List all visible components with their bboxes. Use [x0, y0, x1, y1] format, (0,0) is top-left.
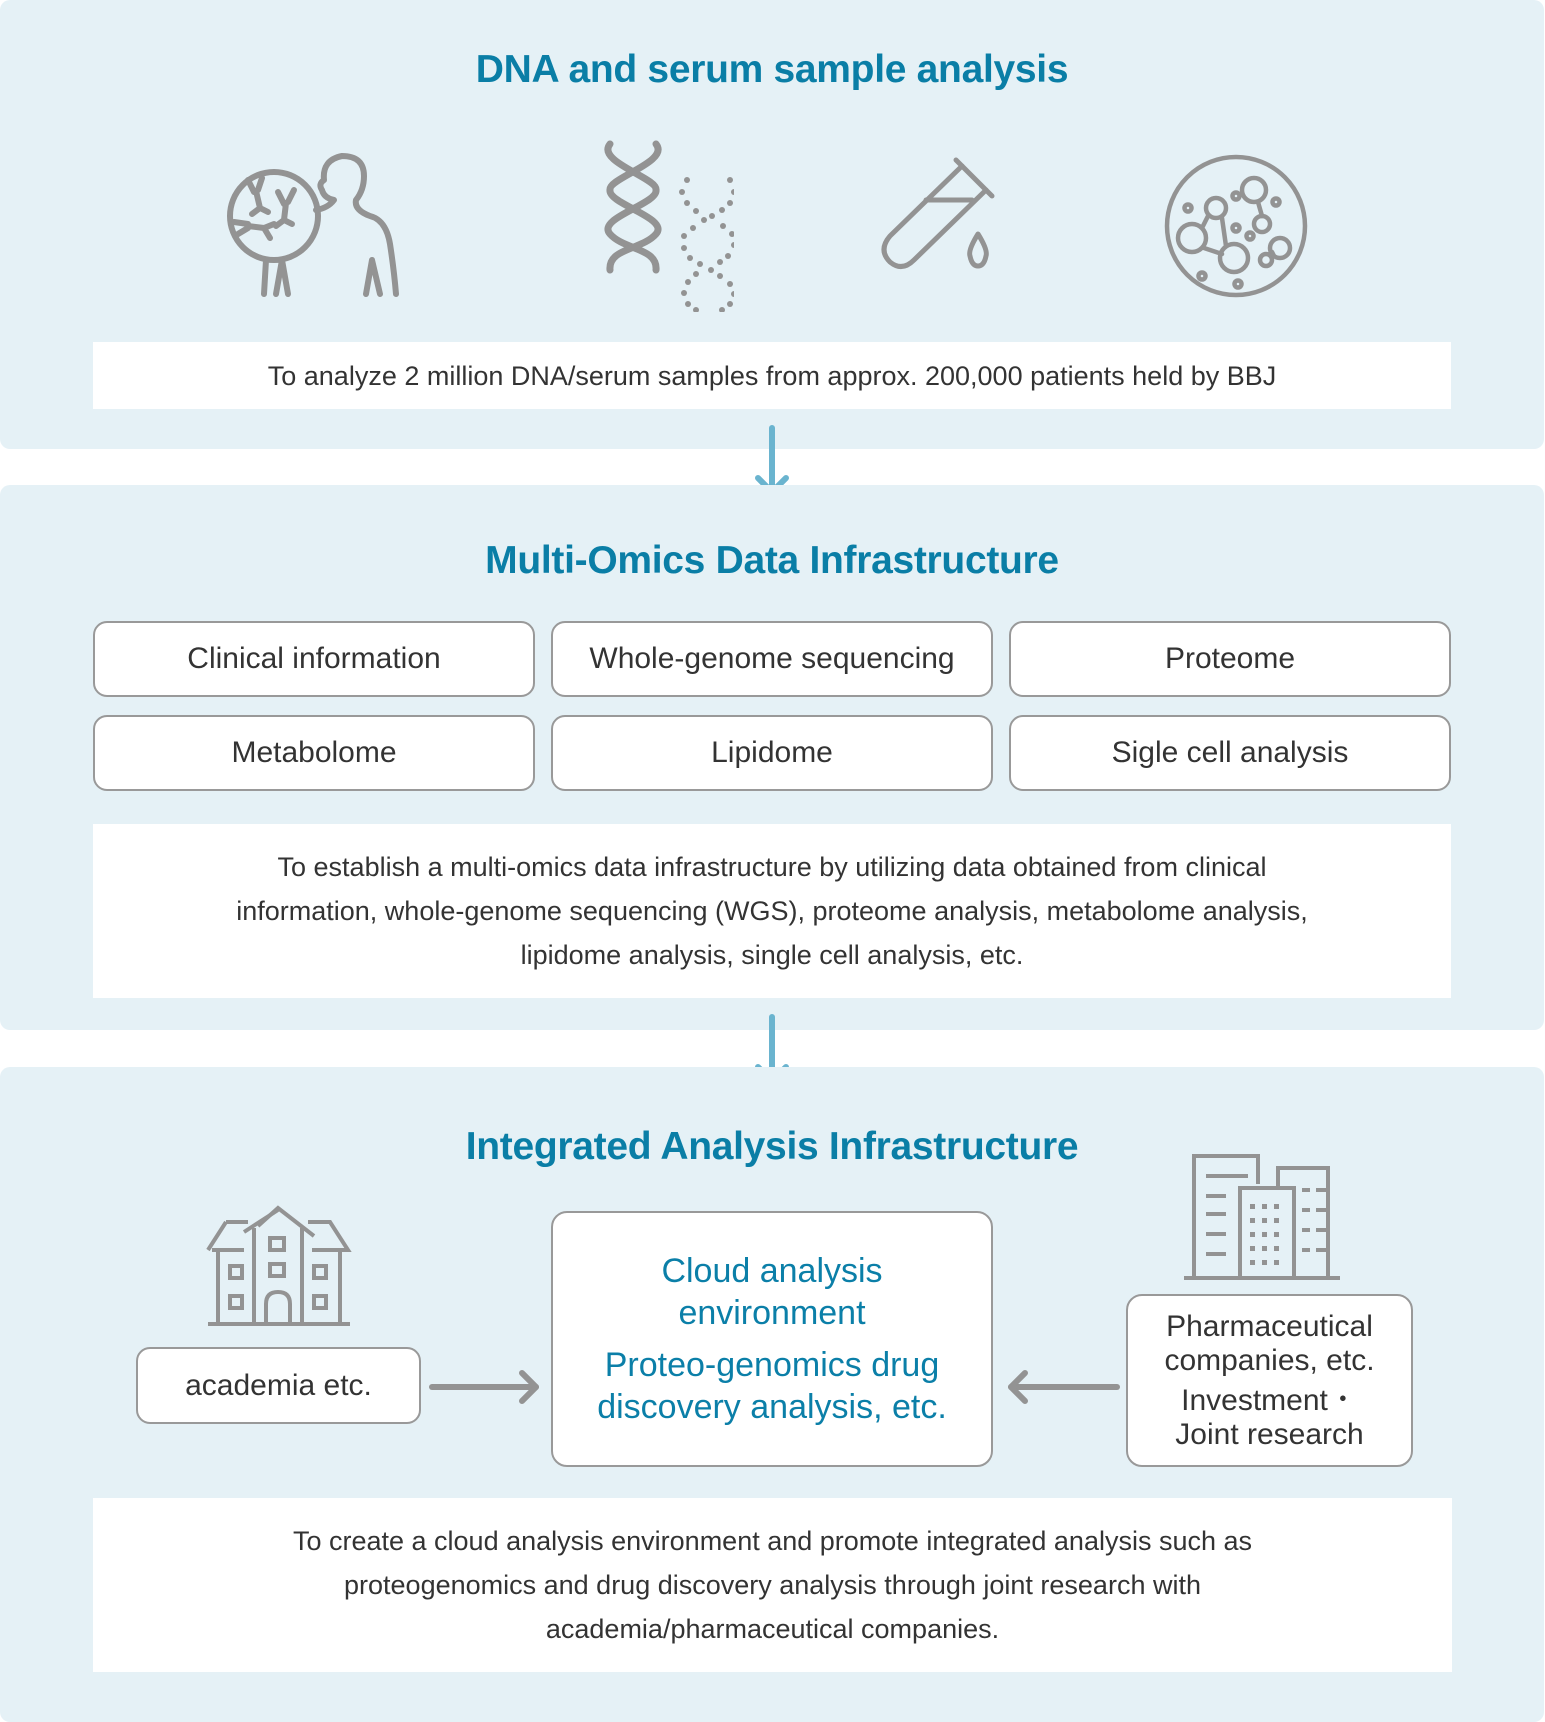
dna-helix-icon: [600, 138, 734, 312]
description-line: To create a cloud analysis environment and promote integrated analysis such as: [292, 1526, 1253, 1556]
human-body-microscope-icon: [224, 150, 418, 298]
arrow-left-icon: [1003, 1367, 1121, 1407]
center-line: environment: [678, 1294, 866, 1332]
academia-label: academia etc.: [185, 1368, 372, 1402]
pharma-line: Joint research: [1175, 1417, 1364, 1451]
arrow-right-icon: [428, 1367, 544, 1407]
academia-box: [136, 1347, 421, 1424]
university-building-icon: [204, 1204, 354, 1328]
section-title: Integrated Analysis Infrastructure: [465, 1125, 1079, 1168]
section-description: [93, 824, 1451, 998]
pharma-box: [1126, 1294, 1413, 1467]
description-line: information, whole-genome sequencing (WGS), proteome analysis, metabolome analysis,: [236, 896, 1308, 926]
chip-metabolome: Metabolome: [93, 715, 535, 791]
pharma-line: Pharmaceutical: [1166, 1309, 1373, 1343]
section-description: [93, 1498, 1452, 1672]
section-description: [93, 342, 1451, 409]
pharma-line: companies, etc.: [1164, 1343, 1375, 1377]
description-line: academia/pharmaceutical companies.: [545, 1614, 1000, 1644]
chip-clinical-information: Clinical information: [93, 621, 535, 697]
pharma-line: Investment・: [1181, 1383, 1358, 1417]
test-tube-drop-icon: [874, 154, 1006, 278]
description-line: proteogenomics and drug discovery analysis through joint research with: [344, 1570, 1201, 1600]
section-title: Multi-Omics Data Infrastructure: [485, 539, 1059, 582]
section-dna-serum-analysis: [0, 0, 1544, 449]
description-line: To establish a multi-omics data infrastructure by utilizing data obtained from clinical: [277, 852, 1267, 882]
center-line: Cloud analysis: [661, 1252, 883, 1290]
section-multi-omics: [0, 485, 1544, 1030]
chip-single-cell-analysis: Sigle cell analysis: [1009, 715, 1451, 791]
chip-proteome: Proteome: [1009, 621, 1451, 697]
chip-lipidome: Lipidome: [551, 715, 993, 791]
section-title: DNA and serum sample analysis: [475, 48, 1069, 91]
cloud-analysis-box: [551, 1211, 993, 1467]
office-buildings-icon: [1182, 1150, 1342, 1282]
center-line: Proteo-genomics drug: [604, 1346, 940, 1384]
center-line: discovery analysis, etc.: [597, 1388, 947, 1426]
chip-whole-genome-sequencing: Whole-genome sequencing: [551, 621, 993, 697]
description-line: lipidome analysis, single cell analysis, etc.: [520, 940, 1024, 970]
description-text: To analyze 2 million DNA/serum samples from approx. 200,000 patients held by BBJ: [267, 360, 1277, 391]
petri-dish-cells-icon: [1162, 152, 1310, 300]
